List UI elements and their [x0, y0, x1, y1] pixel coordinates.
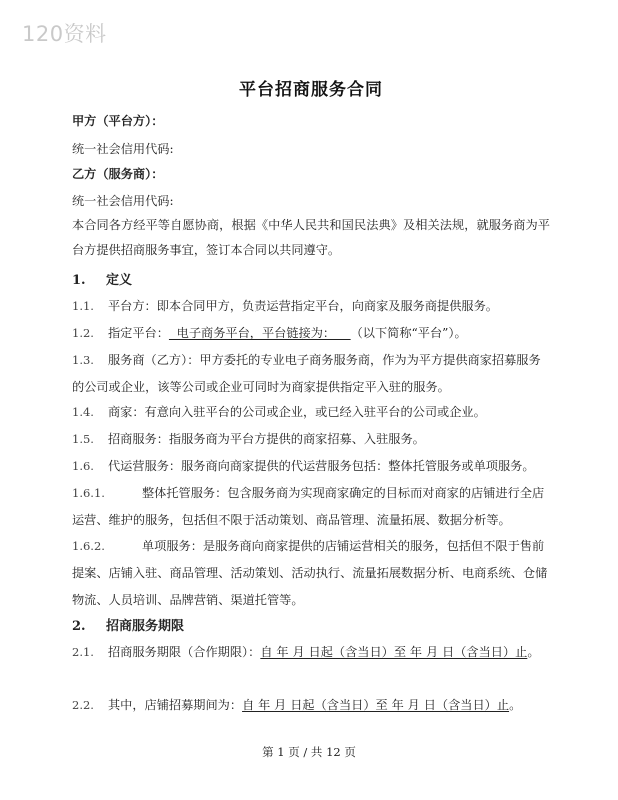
clause-text: 招商服务：指服务商为平台方提供的商家招募、入驻服务。	[108, 432, 425, 446]
watermark: 120资料	[22, 22, 107, 46]
clause-number: 2.2.	[72, 698, 94, 712]
page-footer: 第 1 页 / 共 12 页	[262, 745, 356, 759]
section-1-title: 定义	[106, 273, 133, 288]
platform-link-blank: 电子商务平台，平台链接为：	[168, 326, 351, 340]
clause-1-5	[72, 426, 550, 453]
clause-1-4	[72, 399, 550, 426]
clause-number: 1.5.	[72, 432, 94, 446]
preamble-paragraph: 本合同各方经平等自愿协商，根据《中华人民共和国民法典》及相关法规，就服务商为平台方提供招商服务事宜，签订本合同以共同遵守。	[72, 218, 550, 257]
section-1-heading	[72, 269, 132, 288]
party-b-credit-code: 统一社会信用代码:	[72, 194, 174, 208]
clause-text-suffix: （以下简称“平台”）。	[350, 326, 467, 340]
clause-1-1	[72, 293, 550, 320]
clause-text: 单项服务：是服务商向商家提供的店铺运营相关的服务，包括但不限于售前提案、店铺入驻、商品管理、活动策划、活动执行、流量拓展数据分析、电商系统、仓储物流、人员培训、品牌营销、渠道托管等。	[72, 539, 548, 607]
clause-number: 1.2.	[72, 326, 94, 340]
clause-number: 1.3.	[72, 353, 94, 367]
section-1-number: 1.	[72, 273, 86, 288]
clause-number: 1.4.	[72, 405, 94, 419]
recruitment-period-blank: 自 年 月 日起（含当日）至 年 月 日（含当日）止	[242, 698, 510, 712]
clause-number: 1.6.2.	[72, 539, 105, 553]
clause-number: 1.1.	[72, 299, 94, 313]
clause-1-2	[72, 320, 550, 347]
clause-text-suffix: 。	[509, 698, 522, 712]
service-period-blank: 自 年 月 日起（含当日）至 年 月 日（含当日）止	[260, 645, 528, 659]
clause-text-suffix: 。	[527, 645, 540, 659]
clause-text-prefix: 其中，店铺招募期间为：	[108, 698, 243, 712]
clause-text: 商家：有意向入驻平台的公司或企业，或已经入驻平台的公司或企业。	[108, 405, 486, 419]
clause-text: 服务商（乙方）：甲方委托的专业电子商务服务商，作为为平方提供商家招募服务的公司或企业，该等公司或企业可同时为商家提供指定平入驻的服务。	[72, 353, 541, 394]
section-2-number: 2.	[72, 619, 86, 634]
clause-text-prefix: 指定平台：	[108, 326, 169, 340]
clause-text: 整体托管服务：包含服务商为实现商家确定的目标而对商家的店铺进行全店运营、维护的服务，包括但不限于活动策划、商品管理、流量拓展、数据分析等。	[72, 486, 545, 527]
section-2-heading	[72, 615, 184, 634]
party-a-credit-code: 统一社会信用代码:	[72, 142, 174, 156]
party-a-label: 甲方（平台方）：	[72, 114, 164, 128]
clause-1-6	[72, 453, 550, 480]
clause-text: 平台方：即本合同甲方，负责运营指定平台，向商家及服务商提供服务。	[108, 299, 498, 313]
clause-text: 代运营服务：服务商向商家提供的代运营服务包括：整体托管服务或单项服务。	[108, 459, 535, 473]
section-2-title: 招商服务期限	[106, 619, 185, 634]
clause-2-2	[72, 692, 550, 719]
clause-1-3	[72, 347, 550, 401]
clause-2-1	[72, 639, 550, 666]
document-title: 平台招商服务合同	[239, 80, 383, 100]
clause-1-6-1	[72, 480, 550, 534]
clause-number: 1.6.1.	[72, 486, 105, 500]
clause-text-prefix: 招商服务期限（合作期限）：	[108, 645, 261, 659]
clause-number: 2.1.	[72, 645, 94, 659]
clause-1-6-2	[72, 533, 550, 614]
clause-number: 1.6.	[72, 459, 94, 473]
party-b-label: 乙方（服务商）：	[72, 167, 164, 181]
